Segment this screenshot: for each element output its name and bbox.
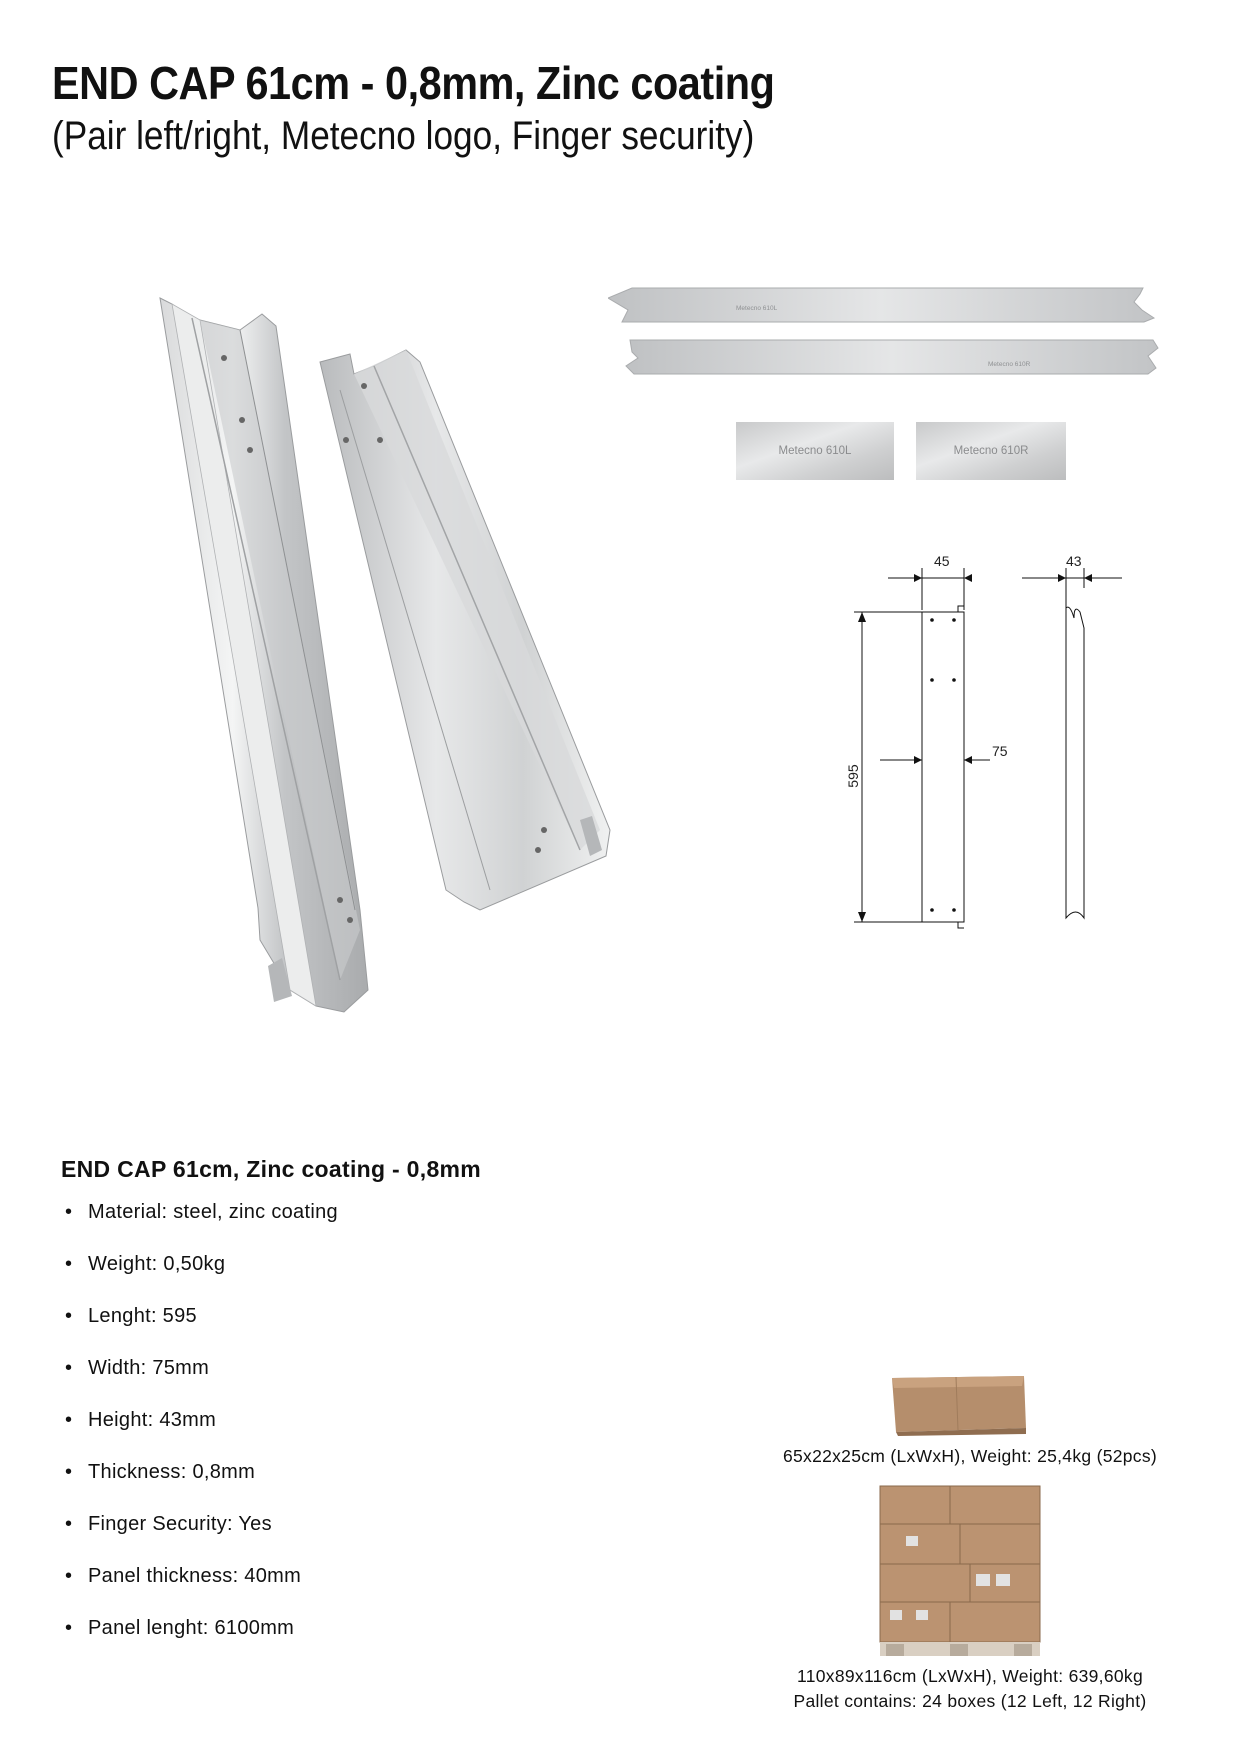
spec-text: Lenght: 595 xyxy=(88,1305,197,1327)
dim-width: 75 xyxy=(992,743,1008,759)
spec-item-panel-length: • Panel lenght: 6100mm xyxy=(65,1617,295,1639)
front-view-outline xyxy=(922,612,964,922)
spec-item-weight: • Weight: 0,50kg xyxy=(65,1253,226,1275)
pallet-photo xyxy=(876,1482,1044,1658)
pallet-caption-line2: Pallet contains: 24 boxes (12 Left, 12 Right) xyxy=(793,1691,1147,1711)
page-subtitle: (Pair left/right, Metecno logo, Finger security) xyxy=(52,114,755,158)
spec-item-panel-thickness: • Panel thickness: 40mm xyxy=(65,1565,302,1587)
strip-bottom-mark: Metecno 610R xyxy=(988,361,1031,368)
logo-plate-left-text: Metecno 610L xyxy=(778,445,852,457)
spec-item-length: • Lenght: 595 xyxy=(65,1305,197,1327)
pallet-caption-line1: 110x89x116cm (LxWxH), Weight: 639,60kg xyxy=(796,1666,1143,1686)
strip-right xyxy=(626,340,1158,374)
logo-plate-right-text: Metecno 610R xyxy=(953,445,1029,457)
spec-item-thickness: • Thickness: 0,8mm xyxy=(65,1461,256,1483)
spec-item-material: • Material: steel, zinc coating xyxy=(65,1201,338,1223)
spec-text: Thickness: 0,8mm xyxy=(88,1461,256,1483)
pallet-caption xyxy=(700,1664,1240,1714)
spec-text: Panel thickness: 40mm xyxy=(88,1565,302,1587)
spec-item-height: • Height: 43mm xyxy=(65,1409,217,1431)
spec-text: Width: 75mm xyxy=(88,1357,210,1379)
spec-item-width: • Width: 75mm xyxy=(65,1357,210,1379)
spec-text: Weight: 0,50kg xyxy=(88,1253,226,1275)
side-view-outline xyxy=(1066,584,1084,918)
spec-text: Finger Security: Yes xyxy=(88,1513,272,1535)
spec-list xyxy=(62,1200,338,1668)
strip-top-mark: Metecno 610L xyxy=(736,305,778,312)
technical-drawing xyxy=(840,548,1140,948)
spec-heading: END CAP 61cm, Zinc coating - 0,8mm xyxy=(61,1156,482,1182)
spec-item-finger-security: • Finger Security: Yes xyxy=(65,1513,272,1535)
product-photo-endcaps xyxy=(140,290,630,1030)
spec-text: Material: steel, zinc coating xyxy=(88,1201,338,1223)
dim-width-top: 45 xyxy=(934,553,950,569)
flat-strips-photo xyxy=(608,282,1168,378)
logo-plate-right xyxy=(916,422,1066,480)
spec-text: Panel lenght: 6100mm xyxy=(88,1617,295,1639)
box-photo xyxy=(886,1370,1030,1438)
dim-side-height: 43 xyxy=(1066,553,1082,569)
strip-left xyxy=(608,288,1154,322)
endcap-right-photo xyxy=(320,350,610,910)
logo-plate-left xyxy=(736,422,894,480)
page-title: END CAP 61cm - 0,8mm, Zinc coating xyxy=(52,57,775,109)
spec-text: Height: 43mm xyxy=(88,1409,217,1431)
box-caption: 65x22x25cm (LxWxH), Weight: 25,4kg (52pcs) xyxy=(782,1446,1158,1466)
dim-length: 595 xyxy=(845,764,861,788)
